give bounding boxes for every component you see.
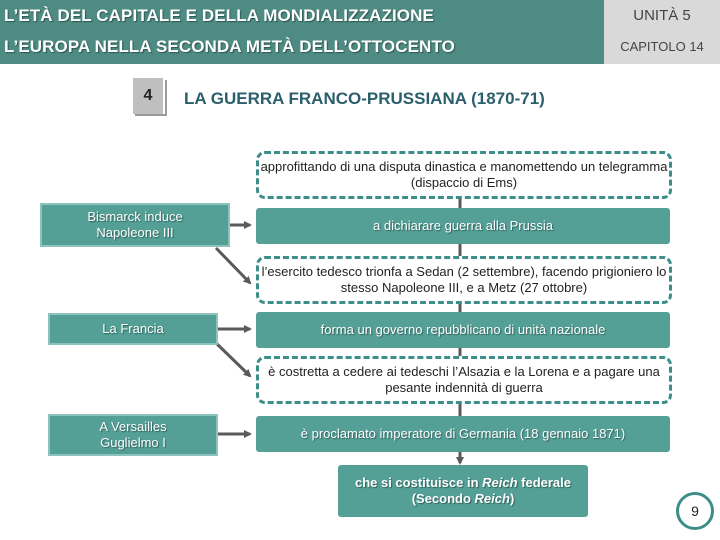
left-node-francia: La Francia xyxy=(48,313,218,345)
dashed-node-ems: approfittando di una disputa dinastica e manomettendo un telegramma (dispaccio di Ems) xyxy=(256,151,672,199)
left-node-versailles: A Versailles Guglielmo I xyxy=(48,414,218,456)
section-number-badge: 4 xyxy=(133,78,165,114)
left-node-bismarck: Bismarck induce Napoleone III xyxy=(40,203,230,247)
dashed-node-sedan: l’esercito tedesco trionfa a Sedan (2 settembre), facendo prigioniero lo stesso Napoleone III, e a Metz (27 ottobre) xyxy=(256,256,672,304)
section-title: LA GUERRA FRANCO-PRUSSIANA (1870-71) xyxy=(184,89,545,108)
chapter-label: CAPITOLO 14 xyxy=(620,39,704,54)
reich-line2: (Secondo Reich) xyxy=(411,491,515,506)
solid-node-emperor: è proclamato imperatore di Germania (18 gennaio 1871) xyxy=(256,416,670,452)
header-title-line2: L’EUROPA NELLA SECONDA METÀ DELL’OTTOCENTO xyxy=(4,37,455,56)
solid-node-reich xyxy=(338,465,588,517)
solid-node-republic: forma un governo repubblicano di unità nazionale xyxy=(256,312,670,348)
page-number: 9 xyxy=(676,492,714,530)
solid-node-declare-war: a dichiarare guerra alla Prussia xyxy=(256,208,670,244)
header-title-line1: L’ETÀ DEL CAPITALE E DELLA MONDIALIZZAZIONE xyxy=(4,6,434,25)
unit-label: UNITÀ 5 xyxy=(633,7,691,24)
dashed-node-alsace: è costretta a cedere ai tedeschi l’Alsazia e la Lorena e a pagare una pesante indennità di guerra xyxy=(256,356,672,404)
connector-diagonal-2 xyxy=(216,343,250,376)
reich-line1: che si costituisce in Reich federale xyxy=(354,475,572,490)
connector-diagonal-1 xyxy=(216,248,250,283)
